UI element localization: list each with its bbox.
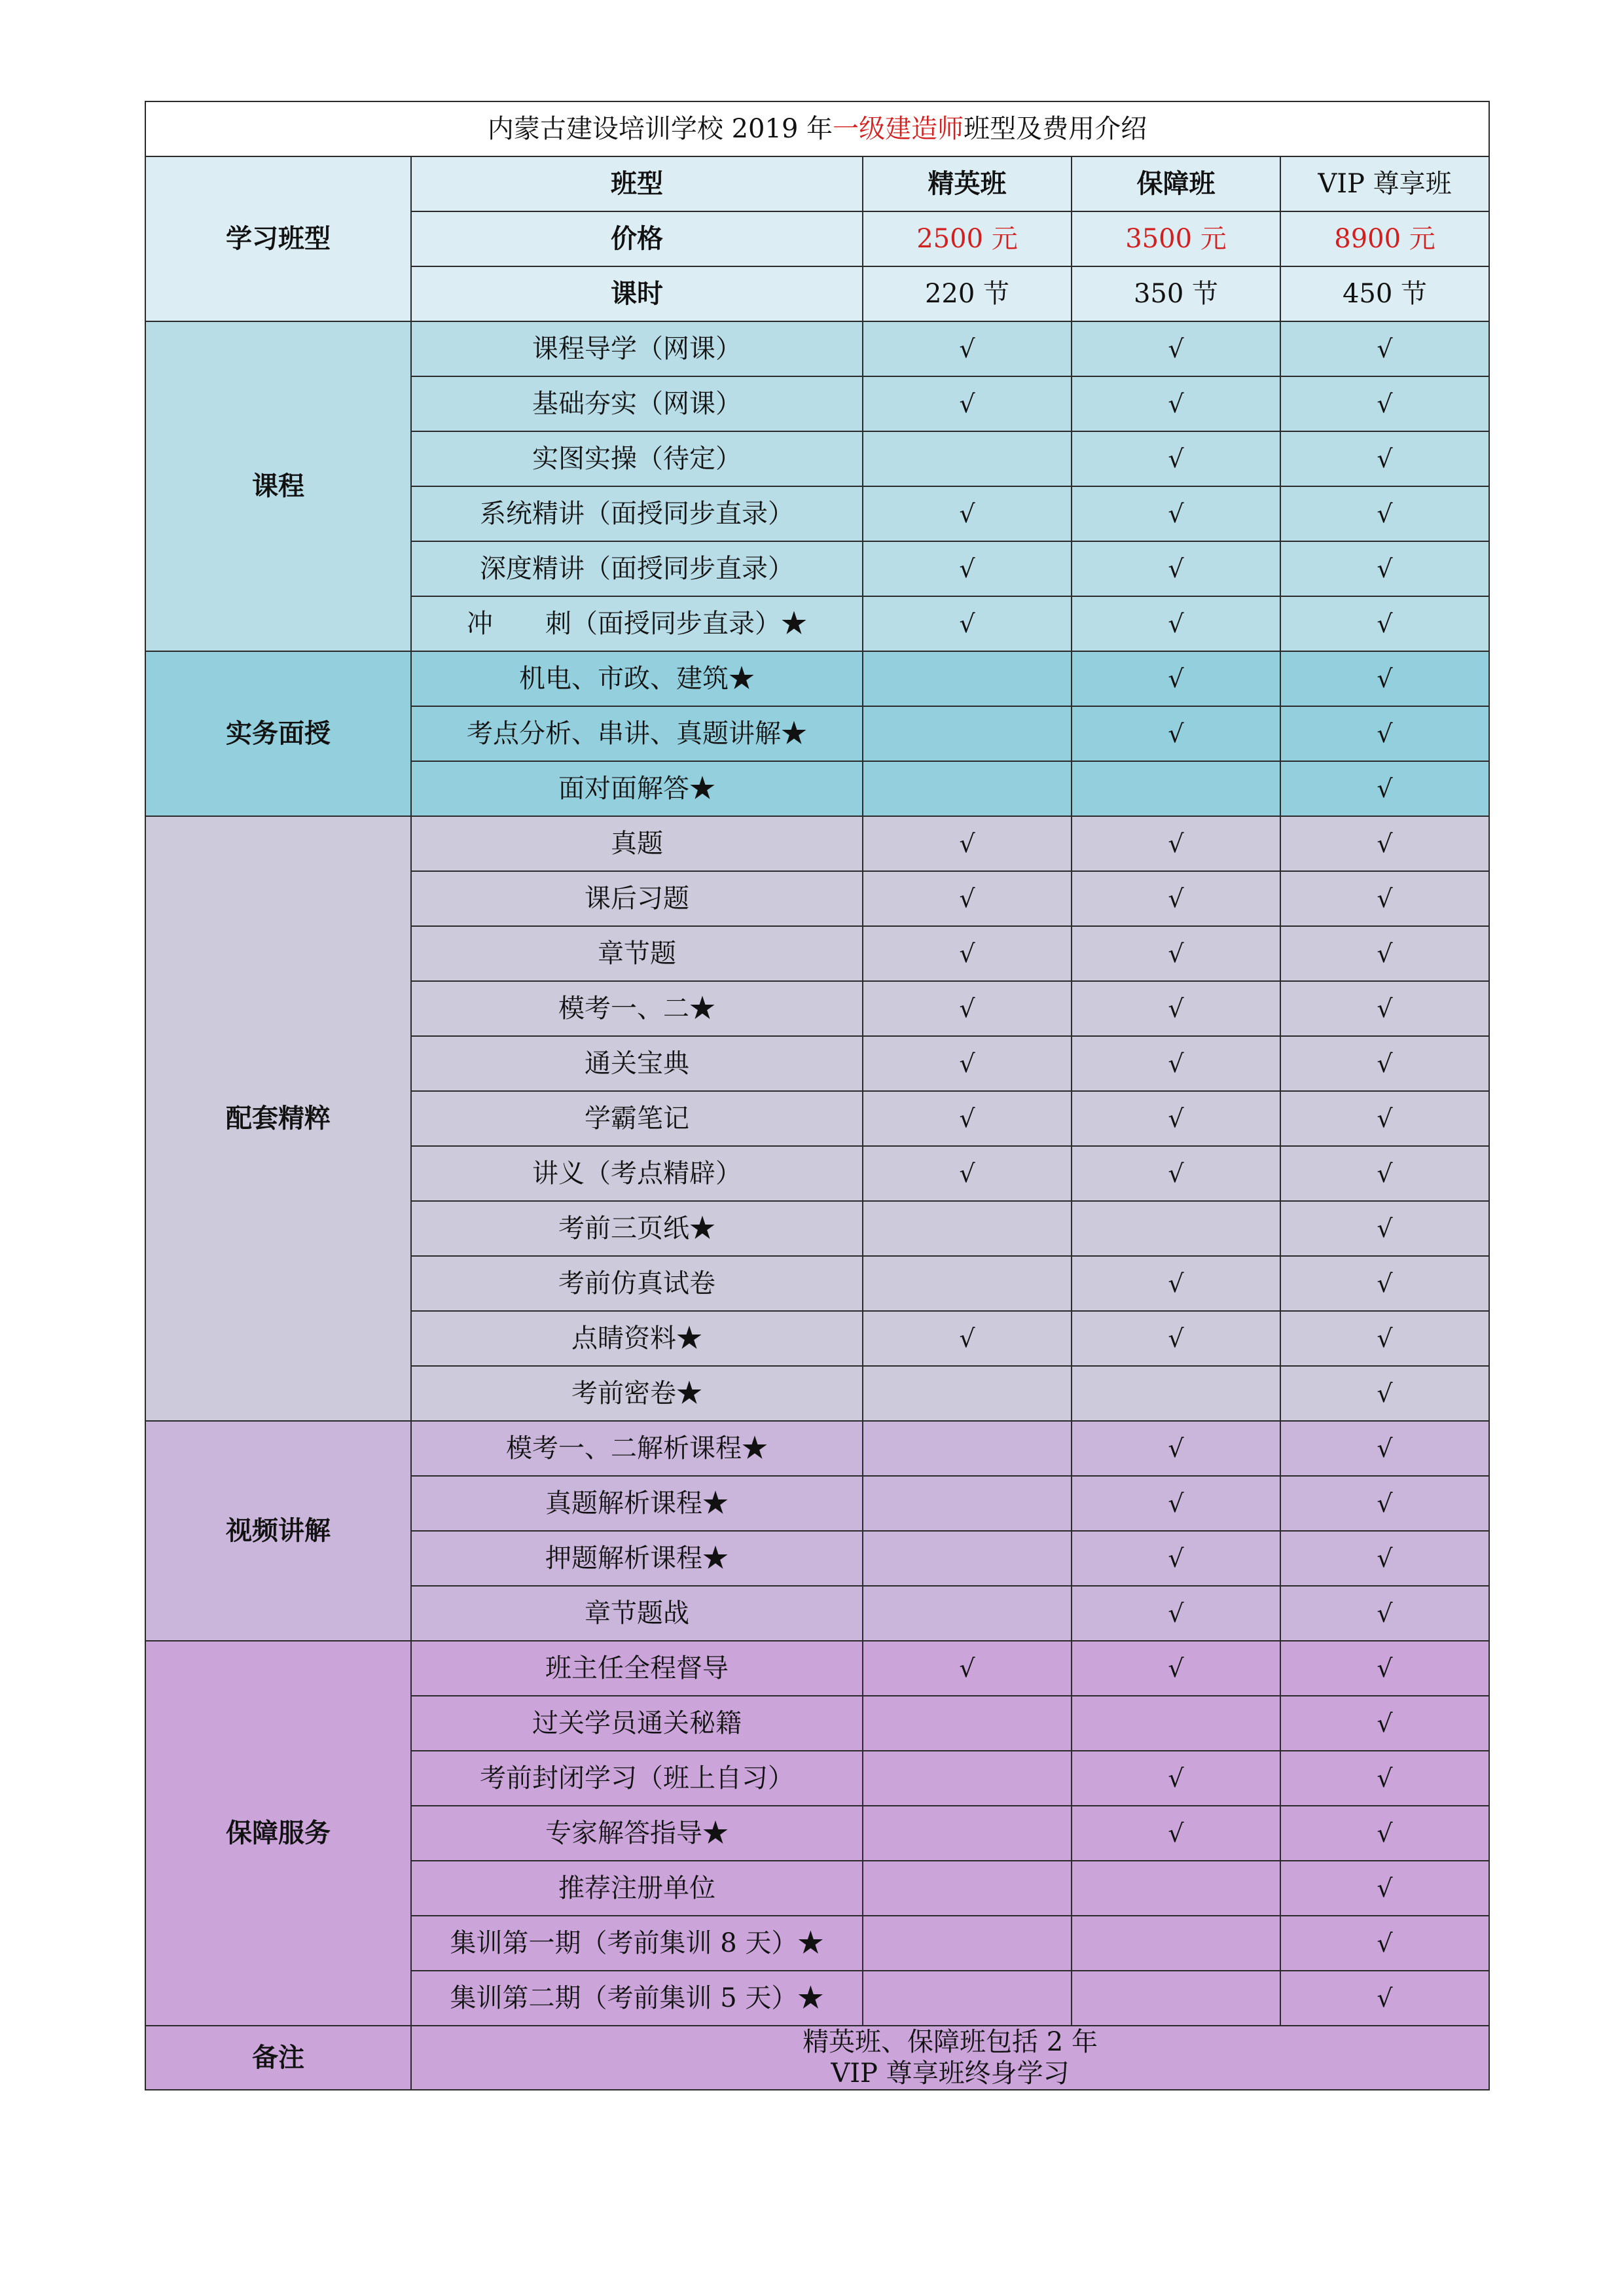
check-icon: √	[959, 829, 975, 858]
price-guarantee: 3500 元	[1072, 211, 1280, 266]
section-label: 保障服务	[145, 1641, 411, 2026]
check-cell	[863, 1146, 1072, 1201]
check-cell	[1280, 486, 1489, 541]
check-cell	[1280, 1091, 1489, 1146]
check-cell	[1280, 1971, 1489, 2026]
check-cell	[863, 1531, 1072, 1586]
remarks-line: VIP 尊享班终身学习	[831, 2058, 1070, 2089]
check-cell	[1072, 1146, 1280, 1201]
check-cell	[1072, 706, 1280, 761]
check-icon: √	[959, 939, 975, 968]
check-cell	[1280, 1256, 1489, 1311]
header-label-hours: 课时	[411, 266, 863, 321]
check-cell	[1072, 541, 1280, 596]
section-row	[145, 321, 1489, 376]
check-icon: √	[1168, 554, 1184, 583]
check-cell	[1280, 1641, 1489, 1696]
check-cell	[1072, 981, 1280, 1036]
check-icon: √	[1377, 1654, 1393, 1683]
header-class-guarantee: 保障班	[1072, 156, 1280, 211]
check-cell	[1072, 1366, 1280, 1421]
item-label: 面对面解答★	[411, 761, 863, 816]
check-icon: √	[1377, 1324, 1393, 1353]
section-label: 配套精粹	[145, 816, 411, 1421]
check-icon: √	[959, 884, 975, 913]
check-cell	[1072, 1916, 1280, 1971]
check-icon: √	[1168, 939, 1184, 968]
header-class-elite: 精英班	[863, 156, 1072, 211]
check-icon: √	[959, 554, 975, 583]
item-label: 课程导学（网课）	[411, 321, 863, 376]
section-row	[145, 1641, 1489, 1696]
check-icon: √	[1168, 829, 1184, 858]
check-cell	[1072, 871, 1280, 926]
check-cell	[1280, 1751, 1489, 1806]
check-cell	[1072, 1861, 1280, 1916]
item-label: 考前三页纸★	[411, 1201, 863, 1256]
section-label: 视频讲解	[145, 1421, 411, 1641]
title-row	[145, 101, 1489, 156]
check-icon: √	[1377, 994, 1393, 1023]
check-cell	[863, 1861, 1072, 1916]
check-icon: √	[1377, 1214, 1393, 1243]
check-icon: √	[1377, 1434, 1393, 1463]
section-label: 实务面授	[145, 651, 411, 816]
item-label: 真题	[411, 816, 863, 871]
item-label: 真题解析课程★	[411, 1476, 863, 1531]
check-cell	[863, 1476, 1072, 1531]
remarks-line: 精英班、保障班包括 2 年	[803, 2027, 1098, 2057]
check-icon: √	[1377, 609, 1393, 638]
check-cell	[863, 1366, 1072, 1421]
check-icon: √	[959, 1324, 975, 1353]
section-label-study-class: 学习班型	[145, 156, 411, 321]
check-cell	[1072, 596, 1280, 651]
check-cell	[863, 1641, 1072, 1696]
page-title	[145, 101, 1489, 156]
item-label: 模考一、二★	[411, 981, 863, 1036]
check-icon: √	[1168, 994, 1184, 1023]
check-cell	[863, 376, 1072, 431]
check-icon: √	[1377, 1269, 1393, 1298]
check-cell	[863, 596, 1072, 651]
title-prefix: 内蒙古建设培训学校 2019 年	[487, 114, 833, 144]
check-icon: √	[1377, 829, 1393, 858]
check-cell	[1280, 651, 1489, 706]
check-cell	[1280, 1366, 1489, 1421]
check-cell	[863, 1586, 1072, 1641]
check-cell	[863, 1696, 1072, 1751]
check-icon: √	[959, 1159, 975, 1188]
check-cell	[1072, 1311, 1280, 1366]
check-cell	[863, 1421, 1072, 1476]
check-cell	[1280, 1916, 1489, 1971]
check-icon: √	[1168, 1159, 1184, 1188]
check-cell	[863, 431, 1072, 486]
check-cell	[1280, 1696, 1489, 1751]
check-cell	[863, 761, 1072, 816]
check-cell	[863, 1036, 1072, 1091]
item-label: 过关学员通关秘籍	[411, 1696, 863, 1751]
check-icon: √	[1377, 1709, 1393, 1738]
item-label: 课后习题	[411, 871, 863, 926]
check-cell	[1072, 651, 1280, 706]
check-icon: √	[1377, 1049, 1393, 1078]
check-cell	[863, 486, 1072, 541]
check-icon: √	[1168, 884, 1184, 913]
check-icon: √	[959, 1654, 975, 1683]
check-cell	[1280, 761, 1489, 816]
check-cell	[1072, 1201, 1280, 1256]
check-cell	[863, 706, 1072, 761]
check-cell	[1072, 1696, 1280, 1751]
check-icon: √	[1168, 1544, 1184, 1573]
check-icon: √	[1168, 389, 1184, 418]
title-highlight: 一级建造师	[833, 114, 964, 144]
item-label: 考前封闭学习（班上自习）	[411, 1751, 863, 1806]
check-cell	[1280, 1586, 1489, 1641]
check-cell	[863, 1256, 1072, 1311]
check-cell	[1072, 1641, 1280, 1696]
check-cell	[1072, 926, 1280, 981]
check-cell	[1072, 1751, 1280, 1806]
check-icon: √	[1168, 664, 1184, 693]
fee-table	[145, 101, 1490, 2090]
check-icon: √	[1168, 1324, 1184, 1353]
item-label: 章节题	[411, 926, 863, 981]
item-label: 深度精讲（面授同步直录）	[411, 541, 863, 596]
check-cell	[1072, 321, 1280, 376]
header-label-price: 价格	[411, 211, 863, 266]
check-cell	[863, 541, 1072, 596]
price-vip: 8900 元	[1280, 211, 1489, 266]
check-icon: √	[1168, 1819, 1184, 1848]
check-icon: √	[1168, 334, 1184, 363]
check-icon: √	[1377, 1819, 1393, 1848]
check-cell	[863, 1751, 1072, 1806]
item-label: 考前密卷★	[411, 1366, 863, 1421]
check-cell	[1072, 1091, 1280, 1146]
hours-vip: 450 节	[1280, 266, 1489, 321]
header-class-vip: VIP 尊享班	[1280, 156, 1489, 211]
item-label: 讲义（考点精辟）	[411, 1146, 863, 1201]
check-cell	[1072, 1531, 1280, 1586]
check-cell	[1072, 1586, 1280, 1641]
item-label: 学霸笔记	[411, 1091, 863, 1146]
section-row	[145, 651, 1489, 706]
remarks-label: 备注	[145, 2026, 411, 2090]
section-row	[145, 816, 1489, 871]
check-cell	[1280, 376, 1489, 431]
check-icon: √	[1377, 499, 1393, 528]
check-cell	[863, 321, 1072, 376]
check-icon: √	[1168, 499, 1184, 528]
header-row-class	[145, 156, 1489, 211]
check-cell	[863, 1201, 1072, 1256]
item-label: 专家解答指导★	[411, 1806, 863, 1861]
check-icon: √	[1377, 444, 1393, 473]
section-row	[145, 1421, 1489, 1476]
check-cell	[1280, 1861, 1489, 1916]
item-label: 实图实操（待定）	[411, 431, 863, 486]
check-icon: √	[1377, 1544, 1393, 1573]
header-label-class: 班型	[411, 156, 863, 211]
check-cell	[1280, 1421, 1489, 1476]
check-icon: √	[959, 389, 975, 418]
check-icon: √	[1168, 1434, 1184, 1463]
item-label: 通关宝典	[411, 1036, 863, 1091]
check-cell	[863, 1916, 1072, 1971]
check-cell	[1280, 926, 1489, 981]
check-icon: √	[1168, 1764, 1184, 1793]
check-cell	[1280, 816, 1489, 871]
check-cell	[1072, 761, 1280, 816]
item-label: 冲 刺（面授同步直录）★	[411, 596, 863, 651]
check-cell	[863, 651, 1072, 706]
item-label: 考点分析、串讲、真题讲解★	[411, 706, 863, 761]
check-icon: √	[1377, 1929, 1393, 1958]
check-cell	[1072, 816, 1280, 871]
check-cell	[1280, 431, 1489, 486]
item-label: 模考一、二解析课程★	[411, 1421, 863, 1476]
check-icon: √	[1377, 1984, 1393, 2013]
item-label: 班主任全程督导	[411, 1641, 863, 1696]
check-icon: √	[1377, 389, 1393, 418]
item-label: 集训第二期（考前集训 5 天）★	[411, 1971, 863, 2026]
check-cell	[1280, 1806, 1489, 1861]
fee-table-body	[145, 101, 1489, 2090]
check-icon: √	[1168, 719, 1184, 748]
check-icon: √	[1377, 884, 1393, 913]
check-cell	[1280, 1146, 1489, 1201]
check-cell	[1072, 1971, 1280, 2026]
item-label: 推荐注册单位	[411, 1861, 863, 1916]
check-icon: √	[1168, 1104, 1184, 1133]
check-cell	[1280, 596, 1489, 651]
check-cell	[1280, 321, 1489, 376]
check-cell	[1072, 1036, 1280, 1091]
check-icon: √	[1377, 774, 1393, 803]
item-label: 机电、市政、建筑★	[411, 651, 863, 706]
check-cell	[1280, 871, 1489, 926]
check-icon: √	[1377, 554, 1393, 583]
check-icon: √	[1377, 1489, 1393, 1518]
check-cell	[1072, 486, 1280, 541]
check-icon: √	[959, 609, 975, 638]
check-icon: √	[1168, 1489, 1184, 1518]
check-icon: √	[1168, 1654, 1184, 1683]
remarks-row	[145, 2026, 1489, 2090]
check-icon: √	[1377, 1599, 1393, 1628]
hours-guarantee: 350 节	[1072, 266, 1280, 321]
check-icon: √	[1168, 444, 1184, 473]
item-label: 押题解析课程★	[411, 1531, 863, 1586]
check-icon: √	[1377, 1159, 1393, 1188]
check-icon: √	[1168, 609, 1184, 638]
check-cell	[863, 871, 1072, 926]
item-label: 集训第一期（考前集训 8 天）★	[411, 1916, 863, 1971]
check-icon: √	[959, 994, 975, 1023]
check-cell	[1072, 376, 1280, 431]
check-icon: √	[1168, 1599, 1184, 1628]
check-cell	[863, 981, 1072, 1036]
price-elite: 2500 元	[863, 211, 1072, 266]
check-cell	[1072, 1476, 1280, 1531]
section-label: 课程	[145, 321, 411, 651]
check-cell	[863, 816, 1072, 871]
check-cell	[1280, 1476, 1489, 1531]
check-cell	[863, 1311, 1072, 1366]
check-icon: √	[1168, 1269, 1184, 1298]
check-icon: √	[1377, 1874, 1393, 1903]
check-icon: √	[959, 1049, 975, 1078]
item-label: 章节题战	[411, 1586, 863, 1641]
check-cell	[1280, 1201, 1489, 1256]
check-cell	[1280, 981, 1489, 1036]
check-icon: √	[1377, 334, 1393, 363]
check-icon: √	[959, 334, 975, 363]
check-icon: √	[1377, 664, 1393, 693]
check-cell	[1280, 1036, 1489, 1091]
check-cell	[1072, 1806, 1280, 1861]
check-icon: √	[1377, 1379, 1393, 1408]
check-cell	[1280, 541, 1489, 596]
check-cell	[863, 1091, 1072, 1146]
check-cell	[863, 1971, 1072, 2026]
remarks-content	[411, 2026, 1489, 2090]
check-cell	[1280, 1531, 1489, 1586]
check-cell	[1280, 1311, 1489, 1366]
item-label: 基础夯实（网课）	[411, 376, 863, 431]
check-cell	[863, 1806, 1072, 1861]
check-icon: √	[959, 499, 975, 528]
hours-elite: 220 节	[863, 266, 1072, 321]
check-icon: √	[1377, 939, 1393, 968]
check-cell	[1072, 431, 1280, 486]
check-icon: √	[1168, 1049, 1184, 1078]
check-cell	[1280, 706, 1489, 761]
check-icon: √	[959, 1104, 975, 1133]
check-cell	[863, 926, 1072, 981]
check-cell	[1072, 1256, 1280, 1311]
check-icon: √	[1377, 1104, 1393, 1133]
check-icon: √	[1377, 1764, 1393, 1793]
check-cell	[1072, 1421, 1280, 1476]
title-suffix: 班型及费用介绍	[964, 114, 1147, 144]
item-label: 点睛资料★	[411, 1311, 863, 1366]
item-label: 考前仿真试卷	[411, 1256, 863, 1311]
item-label: 系统精讲（面授同步直录）	[411, 486, 863, 541]
check-icon: √	[1377, 719, 1393, 748]
